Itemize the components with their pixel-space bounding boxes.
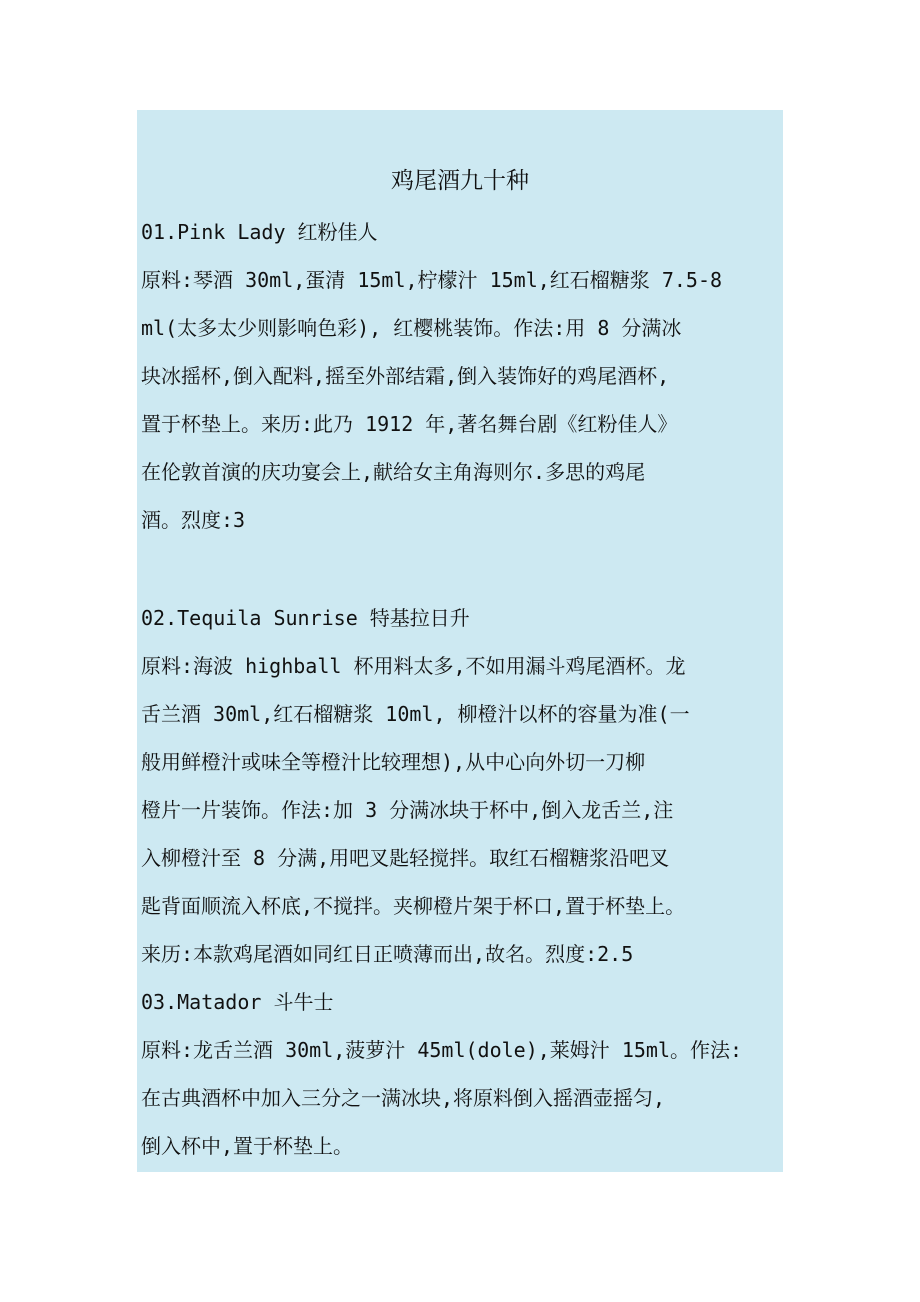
text-line: 橙片一片装饰。作法:加 3 分满冰块于杯中,倒入龙舌兰,注 xyxy=(141,798,674,822)
text-line: 原料:琴酒 30ml,蛋清 15ml,柠檬汁 15ml,红石榴糖浆 7.5-8 xyxy=(141,268,723,292)
text-line: 酒。烈度:3 xyxy=(141,508,246,532)
heading-tequila-sunrise: 02.Tequila Sunrise 特基拉日升 xyxy=(141,606,470,630)
text-line: 原料:龙舌兰酒 30ml,菠萝汁 45ml(dole),莱姆汁 15ml。作法: xyxy=(141,1038,743,1062)
text-line: 块冰摇杯,倒入配料,摇至外部结霜,倒入装饰好的鸡尾酒杯, xyxy=(141,364,670,388)
text-line: 般用鲜橙汁或味全等橙汁比较理想),从中心向外切一刀柳 xyxy=(141,750,646,774)
text-line: ml(太多太少则影响色彩), 红樱桃装饰。作法:用 8 分满冰 xyxy=(141,316,682,340)
text-line: 在伦敦首演的庆功宴会上,献给女主角海则尔.多思的鸡尾 xyxy=(141,460,646,484)
heading-matador: 03.Matador 斗牛士 xyxy=(141,990,334,1014)
text-line: 匙背面顺流入杯底,不搅拌。夹柳橙片架于杯口,置于杯垫上。 xyxy=(141,894,686,918)
text-line: 原料:海波 highball 杯用料太多,不如用漏斗鸡尾酒杯。龙 xyxy=(141,654,686,678)
heading-pink-lady: 01.Pink Lady 红粉佳人 xyxy=(141,220,378,244)
text-line: 置于杯垫上。来历:此乃 1912 年,著名舞台剧《红粉佳人》 xyxy=(141,412,678,436)
text-line: 在古典酒杯中加入三分之一满冰块,将原料倒入摇酒壶摇匀, xyxy=(141,1086,666,1110)
text-line: 倒入杯中,置于杯垫上。 xyxy=(141,1134,354,1158)
text-line: 入柳橙汁至 8 分满,用吧叉匙轻搅拌。取红石榴糖浆沿吧叉 xyxy=(141,846,670,870)
text-line: 来历:本款鸡尾酒如同红日正喷薄而出,故名。烈度:2.5 xyxy=(141,942,634,966)
text-line: 舌兰酒 30ml,红石榴糖浆 10ml, 柳橙汁以杯的容量为准(一 xyxy=(141,702,690,726)
document-title: 鸡尾酒九十种 xyxy=(391,168,529,194)
